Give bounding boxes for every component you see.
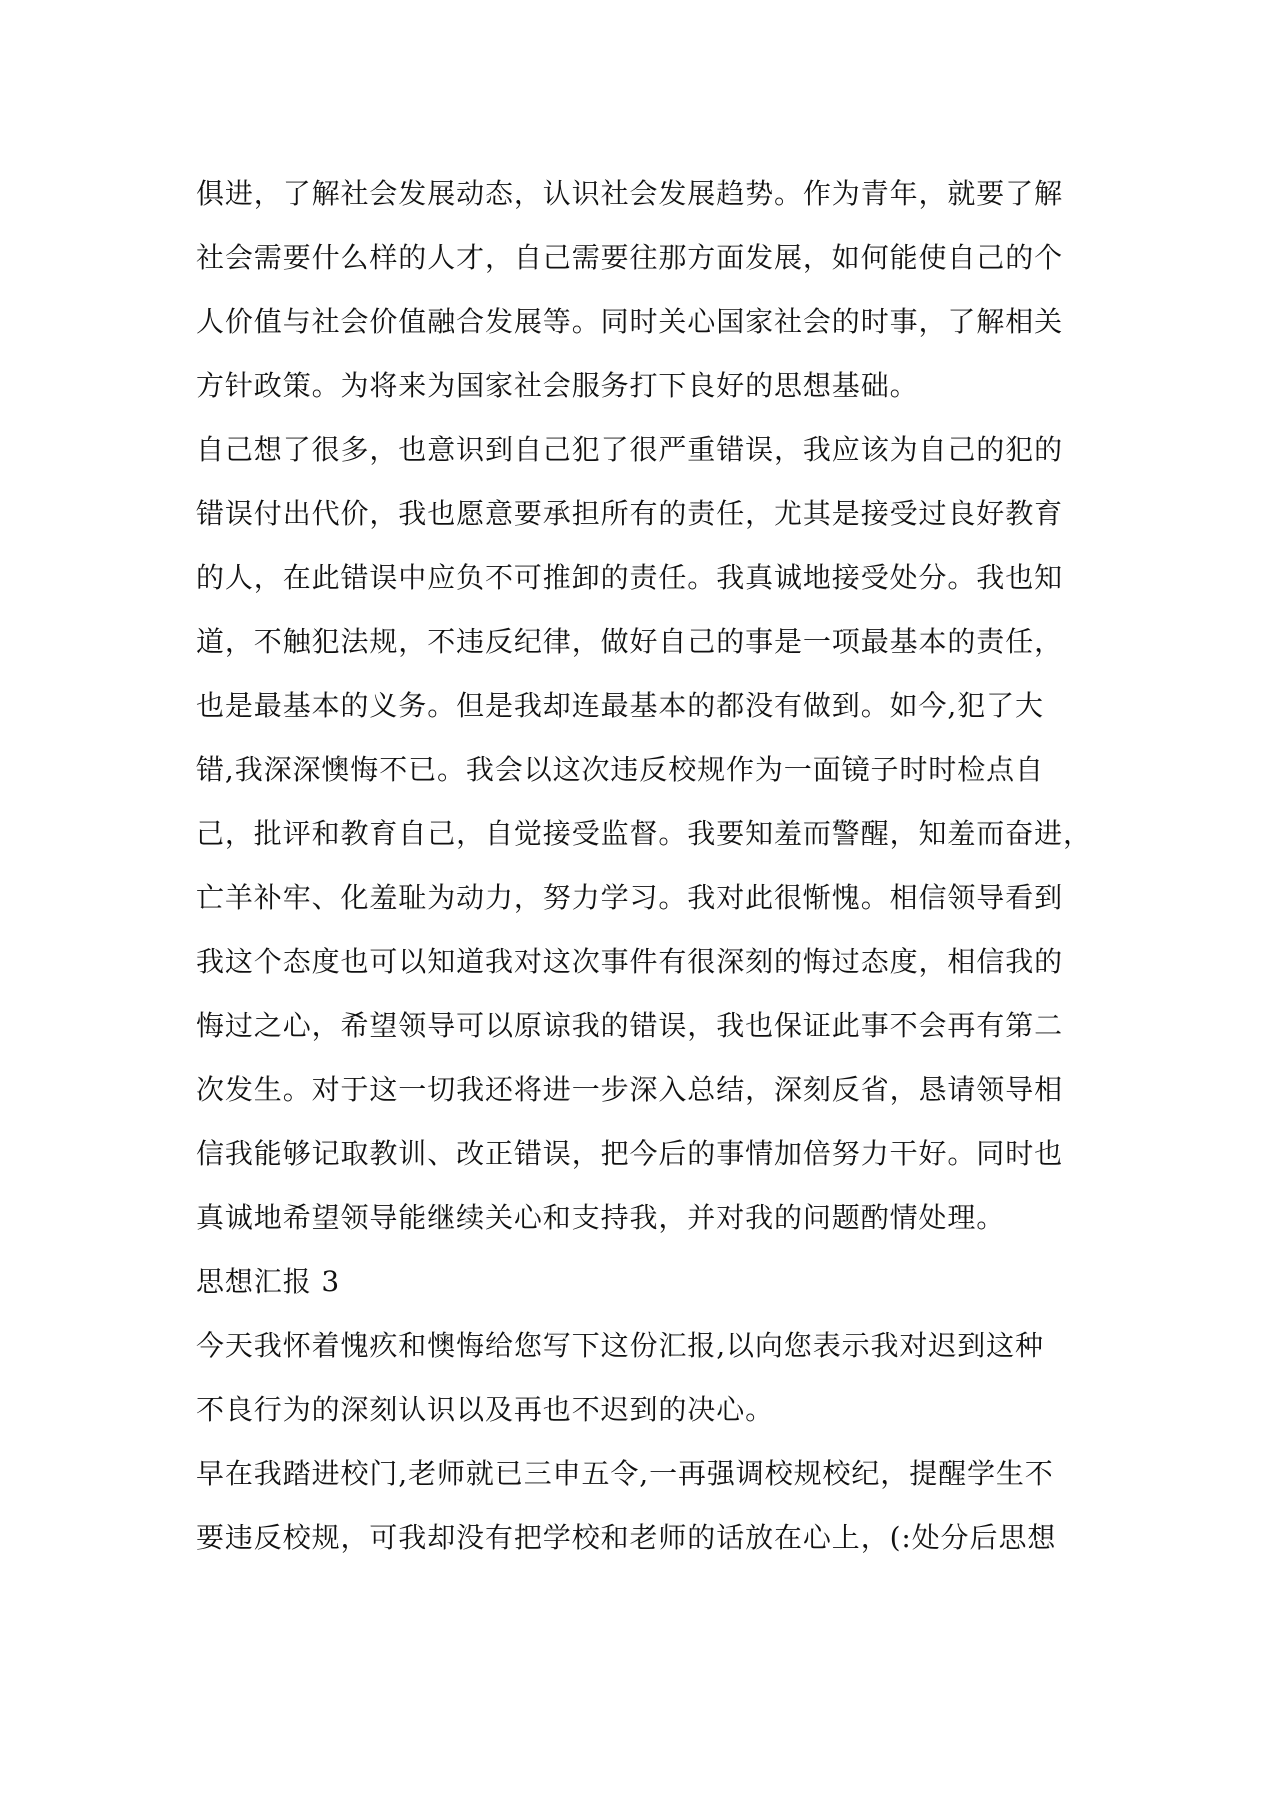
text-line: 亡羊补牢、化羞耻为动力，努力学习。我对此很惭愧。相信领导看到 (196, 881, 1064, 914)
text-line: 己，批评和教育自己，自觉接受监督。我要知羞而警醒，知羞而奋进， (196, 817, 1092, 850)
text-line: 真诚地希望领导能继续关心和支持我，并对我的问题酌情处理。 (196, 1201, 1006, 1234)
text-line: 今天我怀着愧疚和懊悔给您写下这份汇报,以向您表示我对迟到这种 (196, 1329, 1044, 1362)
text-line: 悔过之心，希望领导可以原谅我的错误，我也保证此事不会再有第二 (196, 1009, 1064, 1042)
text-line: 道，不触犯法规，不违反纪律，做好自己的事是一项最基本的责任， (196, 625, 1064, 658)
text-line: 俱进，了解社会发展动态，认识社会发展趋势。作为青年，就要了解 (196, 177, 1064, 210)
text-line: 错,我深深懊悔不已。我会以这次违反校规作为一面镜子时时检点自 (196, 753, 1044, 786)
text-line: 我这个态度也可以知道我对这次事件有很深刻的悔过态度，相信我的 (196, 945, 1064, 978)
text-line: 错误付出代价，我也愿意要承担所有的责任，尤其是接受过良好教育 (196, 497, 1064, 530)
text-line: 次发生。对于这一切我还将进一步深入总结，深刻反省，恳请领导相 (196, 1073, 1064, 1106)
text-line: 的人，在此错误中应负不可推卸的责任。我真诚地接受处分。我也知 (196, 561, 1064, 594)
text-line: 人价值与社会价值融合发展等。同时关心国家社会的时事，了解相关 (196, 305, 1064, 338)
text-line: 不良行为的深刻认识以及再也不迟到的决心。 (196, 1393, 775, 1426)
text-line: 信我能够记取教训、改正错误，把今后的事情加倍努力干好。同时也 (196, 1137, 1064, 1170)
text-line: 自己想了很多，也意识到自己犯了很严重错误，我应该为自己的犯的 (196, 433, 1064, 466)
document-body (196, 162, 1096, 1570)
text-line: 也是最基本的义务。但是我却连最基本的都没有做到。如今,犯了大 (196, 689, 1044, 722)
text-line: 早在我踏进校门,老师就已三申五令,一再强调校规校纪，提醒学生不 (196, 1457, 1054, 1490)
text-line: 要违反校规，可我却没有把学校和老师的话放在心上，(:处分后思想 (196, 1521, 1057, 1554)
text-line: 社会需要什么样的人才，自己需要往那方面发展，如何能使自己的个 (196, 241, 1064, 274)
text-line: 方针政策。为将来为国家社会服务打下良好的思想基础。 (196, 369, 919, 402)
section-heading: 思想汇报 3 (196, 1265, 341, 1298)
